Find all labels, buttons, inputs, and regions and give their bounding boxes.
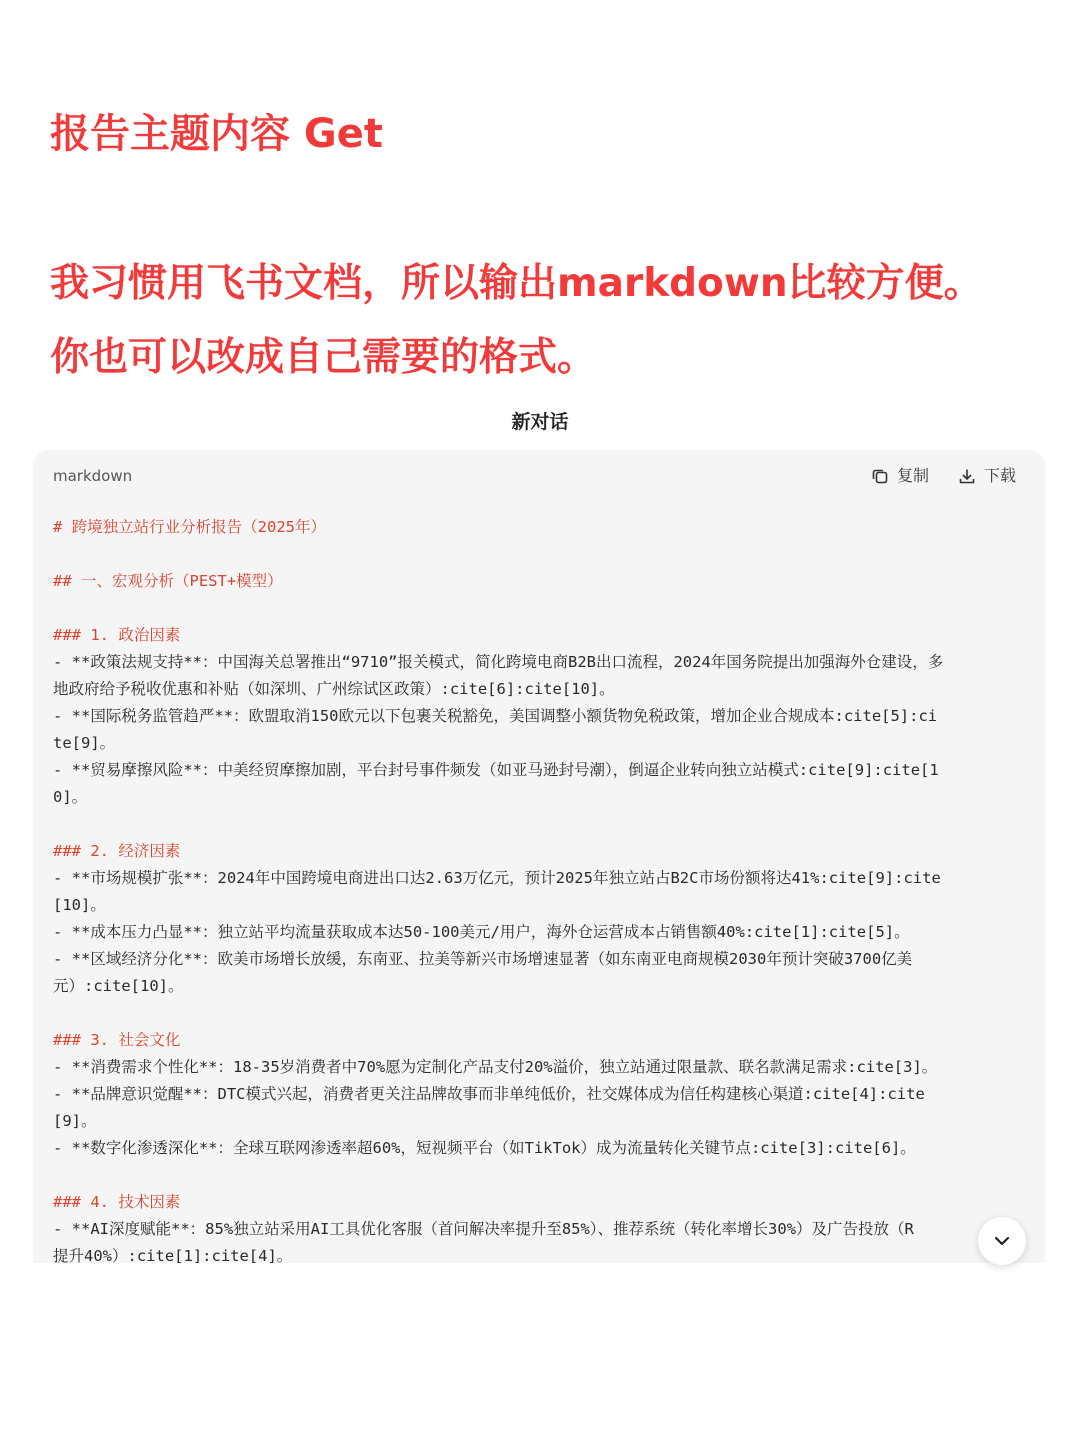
code-line: # 跨境独立站行业分析报告（2025年） (53, 518, 326, 536)
code-block-header (33, 450, 1045, 502)
code-line: - **AI深度赋能**：85%独立站采用AI工具优化客服（首问解决率提升至85%）、推荐系统（转化率增长30%）及广告投放（R (53, 1220, 914, 1238)
download-icon (958, 467, 976, 485)
code-line: 地政府给予税收优惠和补贴（如深圳、广州综试区政策）:cite[6]:cite[10]。 (53, 680, 615, 698)
code-line: [9]。 (53, 1112, 97, 1130)
code-line: - **市场规模扩张**：2024年中国跨境电商进出口达2.63万亿元，预计2025年独立站占B2C市场份额将达41%:cite[9]:cite (53, 869, 941, 887)
code-line: - **消费需求个性化**：18-35岁消费者中70%愿为定制化产品支付20%溢价，独立站通过限量款、联名款满足需求:cite[3]。 (53, 1058, 938, 1076)
chevron-down-icon (991, 1230, 1013, 1252)
intro-line-1: 我习惯用飞书文档，所以输出markdown比较方便。 (50, 261, 983, 306)
code-line (53, 1162, 1028, 1189)
scroll-down-button[interactable] (978, 1217, 1026, 1265)
code-line: 元）:cite[10]。 (53, 977, 184, 995)
intro-line-2: 你也可以改成自己需要的格式。 (50, 335, 597, 380)
page-title: 报告主题内容 Get (50, 111, 384, 157)
code-line: - **成本压力凸显**：独立站平均流量获取成本达50-100美元/用户，海外仓运营成本占销售额40%:cite[1]:cite[5]。 (53, 923, 910, 941)
code-line: - **区域经济分化**：欧美市场增长放缓，东南亚、拉美等新兴市场增速显著（如东南亚电商规模2030年预计突破3700亿美 (53, 950, 913, 968)
code-line: - **品牌意识觉醒**：DTC模式兴起，消费者更关注品牌故事而非单纯低价，社交媒体成为信任构建核心渠道:cite[4]:cite (53, 1085, 925, 1103)
code-line: ### 2. 经济因素 (53, 842, 181, 860)
code-line: - **国际税务监管趋严**：欧盟取消150欧元以下包裹关税豁免，美国调整小额货物免税政策，增加企业合规成本:cite[5]:ci (53, 707, 938, 725)
code-line: ### 4. 技术因素 (53, 1193, 181, 1211)
code-line (53, 541, 1028, 568)
code-line: 提升40%）:cite[1]:cite[4]。 (53, 1247, 293, 1263)
copy-icon (871, 467, 889, 485)
code-line: ### 3. 社会文化 (53, 1031, 181, 1049)
code-line: ### 1. 政治因素 (53, 626, 181, 644)
copy-button[interactable] (871, 464, 929, 488)
download-label: 下载 (984, 466, 1017, 485)
code-line: [10]。 (53, 896, 106, 914)
code-line: te[9]。 (53, 734, 116, 752)
code-line: - **政策法规支持**：中国海关总署推出“9710”报关模式，简化跨境电商B2B出口流程，2024年国务院提出加强海外仓建设，多 (53, 653, 944, 671)
code-block (33, 450, 1045, 1263)
code-content (53, 514, 1028, 1263)
copy-label: 复制 (897, 466, 930, 485)
chat-title: 新对话 (511, 411, 569, 433)
code-line (53, 811, 1028, 838)
code-line (53, 595, 1028, 622)
code-line: 0]。 (53, 788, 88, 806)
code-line: - **贸易摩擦风险**：中美经贸摩擦加剧，平台封号事件频发（如亚马逊封号潮），倒逼企业转向独立站模式:cite[9]:cite[1 (53, 761, 939, 779)
download-button[interactable] (958, 464, 1016, 488)
code-language-label: markdown (53, 467, 133, 485)
code-line (53, 1000, 1028, 1027)
code-line: - **数字化渗透深化**：全球互联网渗透率超60%，短视频平台（如TikTok）成为流量转化关键节点:cite[3]:cite[6]。 (53, 1139, 916, 1157)
code-line: ## 一、宏观分析（PEST+模型） (53, 572, 283, 590)
